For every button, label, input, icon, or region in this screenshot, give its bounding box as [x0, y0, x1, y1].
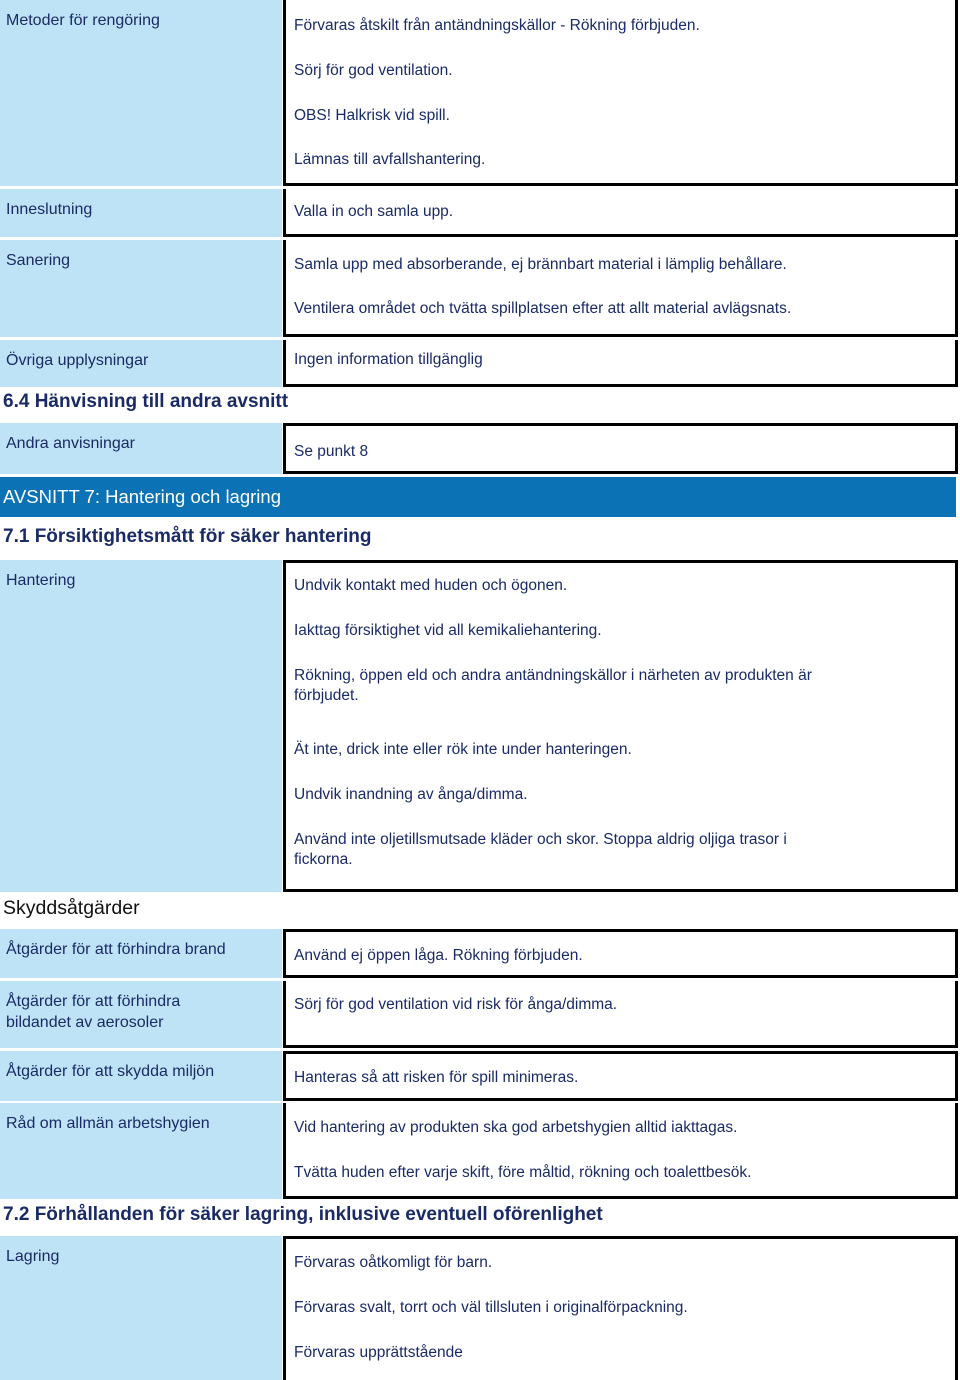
field-label: Åtgärder för att skydda miljön — [0, 1051, 282, 1101]
field-label-line: Åtgärder för att förhindra — [6, 993, 181, 1010]
value-line: Ingen information tillgänglig — [294, 351, 483, 368]
value-line: Förvaras oåtkomligt för barn. — [294, 1254, 493, 1271]
field-value — [283, 981, 958, 1048]
value-line: Använd ej öppen låga. Rökning förbjuden. — [294, 947, 583, 964]
field-value — [283, 929, 958, 978]
row-metoder-for-rengoring — [0, 0, 960, 186]
field-value — [283, 1103, 958, 1199]
value-line: Valla in och samla upp. — [294, 203, 454, 220]
field-label: Lagring — [0, 1236, 282, 1380]
field-value — [283, 0, 958, 186]
section-7-2-title: 7.2 Förhållanden för säker lagring, inklusive eventuell oförenlighet — [3, 1204, 603, 1225]
value-line: OBS! Halkrisk vid spill. — [294, 107, 450, 124]
field-value — [283, 240, 958, 337]
row-arbetshygien — [0, 1103, 960, 1199]
value-line: Ventilera området och tvätta spillplatsen efter att allt material avlägsnats. — [294, 300, 792, 317]
value-line: förbjudet. — [294, 687, 359, 704]
row-forhindra-brand — [0, 929, 960, 978]
field-value — [283, 340, 958, 387]
row-skydda-miljon — [0, 1051, 960, 1101]
field-value — [283, 1236, 958, 1380]
value-line: Undvik kontakt med huden och ögonen. — [294, 577, 568, 594]
field-label: Hantering — [0, 560, 282, 892]
value-line: Hanteras så att risken för spill minimeras. — [294, 1069, 579, 1086]
skyddsatgarder-title: Skyddsåtgärder — [3, 897, 140, 919]
field-label: Metoder för rengöring — [0, 0, 282, 186]
section-7-banner: AVSNITT 7: Hantering och lagring — [0, 477, 956, 517]
value-line: Förvaras åtskilt från antändningskällor - Rökning förbjuden. — [294, 17, 700, 34]
field-value — [283, 1051, 958, 1101]
value-line: Ät inte, drick inte eller rök inte under hanteringen. — [294, 741, 632, 758]
value-line: Samla upp med absorberande, ej brännbart material i lämplig behållare. — [294, 256, 787, 273]
field-label: Andra anvisningar — [0, 423, 282, 474]
field-label-line: bildandet av aerosoler — [6, 1014, 164, 1031]
row-ovriga-upplysningar — [0, 340, 960, 387]
row-sanering — [0, 240, 960, 337]
value-line: Använd inte oljetillsmutsade kläder och skor. Stoppa aldrig oljiga trasor i — [294, 831, 787, 848]
value-line: Se punkt 8 — [294, 443, 369, 460]
field-label: Råd om allmän arbetshygien — [0, 1103, 282, 1199]
value-line: Rökning, öppen eld och andra antändningskällor i närheten av produkten är — [294, 667, 812, 684]
field-label — [0, 981, 282, 1048]
row-forhindra-aerosoler — [0, 981, 960, 1048]
value-line: fickorna. — [294, 851, 353, 868]
field-value — [283, 560, 958, 892]
field-label: Sanering — [0, 240, 282, 337]
field-value — [283, 423, 958, 474]
value-line: Undvik inandning av ånga/dimma. — [294, 786, 528, 803]
section-7-1-title: 7.1 Försiktighetsmått för säker hantering — [3, 526, 372, 547]
value-line: Sörj för god ventilation vid risk för ånga/dimma. — [294, 996, 618, 1013]
row-andra-anvisningar — [0, 423, 960, 474]
value-line: Tvätta huden efter varje skift, före måltid, rökning och toalettbesök. — [294, 1164, 752, 1181]
row-lagring — [0, 1236, 960, 1380]
value-line: Sörj för god ventilation. — [294, 62, 453, 79]
value-line: Vid hantering av produkten ska god arbetshygien alltid iakttagas. — [294, 1119, 738, 1136]
value-line: Iakttag försiktighet vid all kemikaliehantering. — [294, 622, 602, 639]
field-label: Övriga upplysningar — [0, 340, 282, 387]
field-label: Åtgärder för att förhindra brand — [0, 929, 282, 978]
value-line: Förvaras upprättstående — [294, 1344, 463, 1361]
value-line: Förvaras svalt, torrt och väl tillsluten i originalförpackning. — [294, 1299, 688, 1316]
field-label: Inneslutning — [0, 189, 282, 237]
row-inneslutning — [0, 189, 960, 237]
row-hantering — [0, 560, 960, 892]
field-value — [283, 189, 958, 237]
value-line: Lämnas till avfallshantering. — [294, 151, 486, 168]
section-6-4-title: 6.4 Hänvisning till andra avsnitt — [3, 391, 289, 412]
